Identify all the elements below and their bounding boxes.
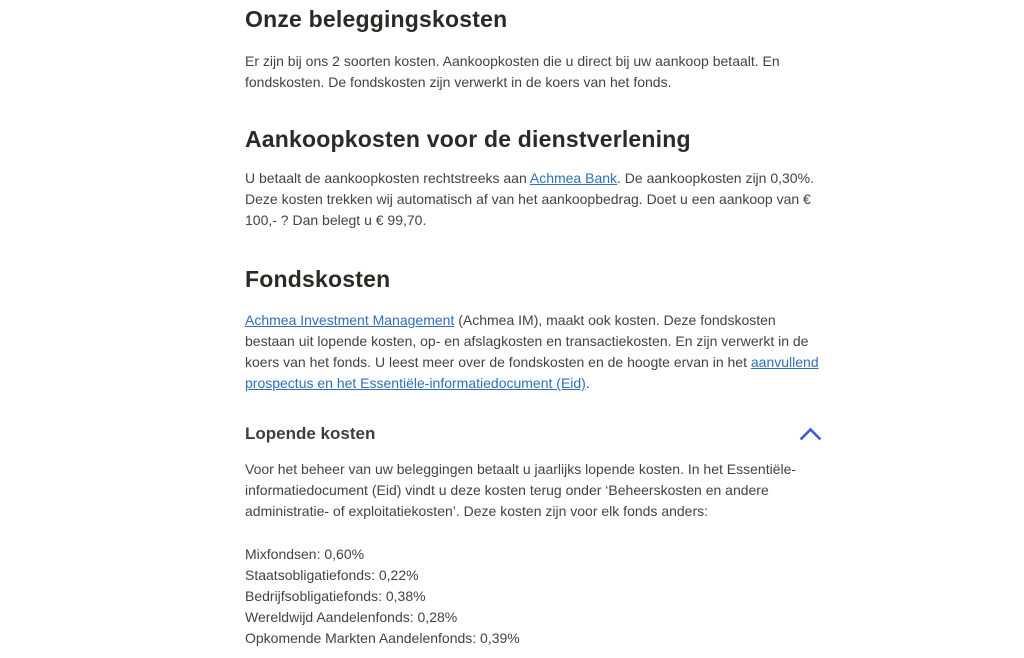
- intro-paragraph: Er zijn bij ons 2 soorten kosten. Aankoopkosten die u direct bij uw aankoop betaalt. En fondskosten. De fondskosten zijn verwerkt in de koers van het fonds.: [245, 53, 780, 90]
- chevron-up-icon[interactable]: [798, 425, 823, 443]
- fund-cost-item: Bedrijfsobligatiefonds: 0,38%: [245, 588, 426, 604]
- fund-cost-item: Staatsobligatiefonds: 0,22%: [245, 567, 419, 583]
- accordion-header-lopende-kosten[interactable]: [245, 423, 823, 445]
- content-column: [245, 0, 823, 649]
- lopende-kosten-paragraph: Voor het beheer van uw beleggingen betaalt u jaarlijks lopende kosten. In het Essentiële-informatiedocument (Eid) vindt u deze kosten terug onder ‘Beheerskosten en andere administratie- of exploitatiekosten’. Deze kosten zijn voor elk fonds anders:: [245, 461, 797, 519]
- fund-cost-list: [245, 544, 823, 649]
- fondskosten-text-middle: (Achmea IM), maakt ook kosten. Deze fondskosten bestaan uit lopende kosten, op- en afslagkosten en transactiekosten. En zijn verwerkt in de koers van het fonds. U leest meer over de fondskosten en de hoogte ervan in het: [245, 312, 809, 370]
- page-title: Onze beleggingskosten: [245, 6, 508, 32]
- fund-cost-item: Opkomende Markten Aandelenfonds: 0,39%: [245, 630, 520, 646]
- fondskosten-text-end: .: [585, 375, 590, 391]
- section-heading-fondskosten: Fondskosten: [245, 266, 391, 292]
- section-heading-aankoopkosten: Aankoopkosten voor de dienstverlening: [245, 126, 691, 152]
- achmea-bank-link[interactable]: Achmea Bank: [529, 170, 618, 186]
- fondskosten-paragraph: [245, 310, 823, 394]
- fund-cost-item: Wereldwijd Aandelenfonds: 0,28%: [245, 609, 458, 625]
- aankoopkosten-text-before: U betaalt de aankoopkosten rechtstreeks aan: [245, 170, 530, 186]
- aankoopkosten-paragraph: [245, 168, 823, 231]
- aankoopkosten-text-after: . De aankoopkosten zijn 0,30%. Deze kosten trekken wij automatisch af van het aankoopbedrag. Doet u een aankoop van € 100,- ? Dan belegt u € 99,70.: [245, 170, 814, 228]
- accordion-title-lopende-kosten: Lopende kosten: [245, 424, 376, 443]
- achmea-investment-management-link[interactable]: Achmea Investment Management: [245, 312, 455, 328]
- fund-cost-item: Mixfondsen: 0,60%: [245, 546, 365, 562]
- prospectus-eid-link[interactable]: aanvullend prospectus en het Essentiële-informatiedocument (Eid): [245, 354, 819, 391]
